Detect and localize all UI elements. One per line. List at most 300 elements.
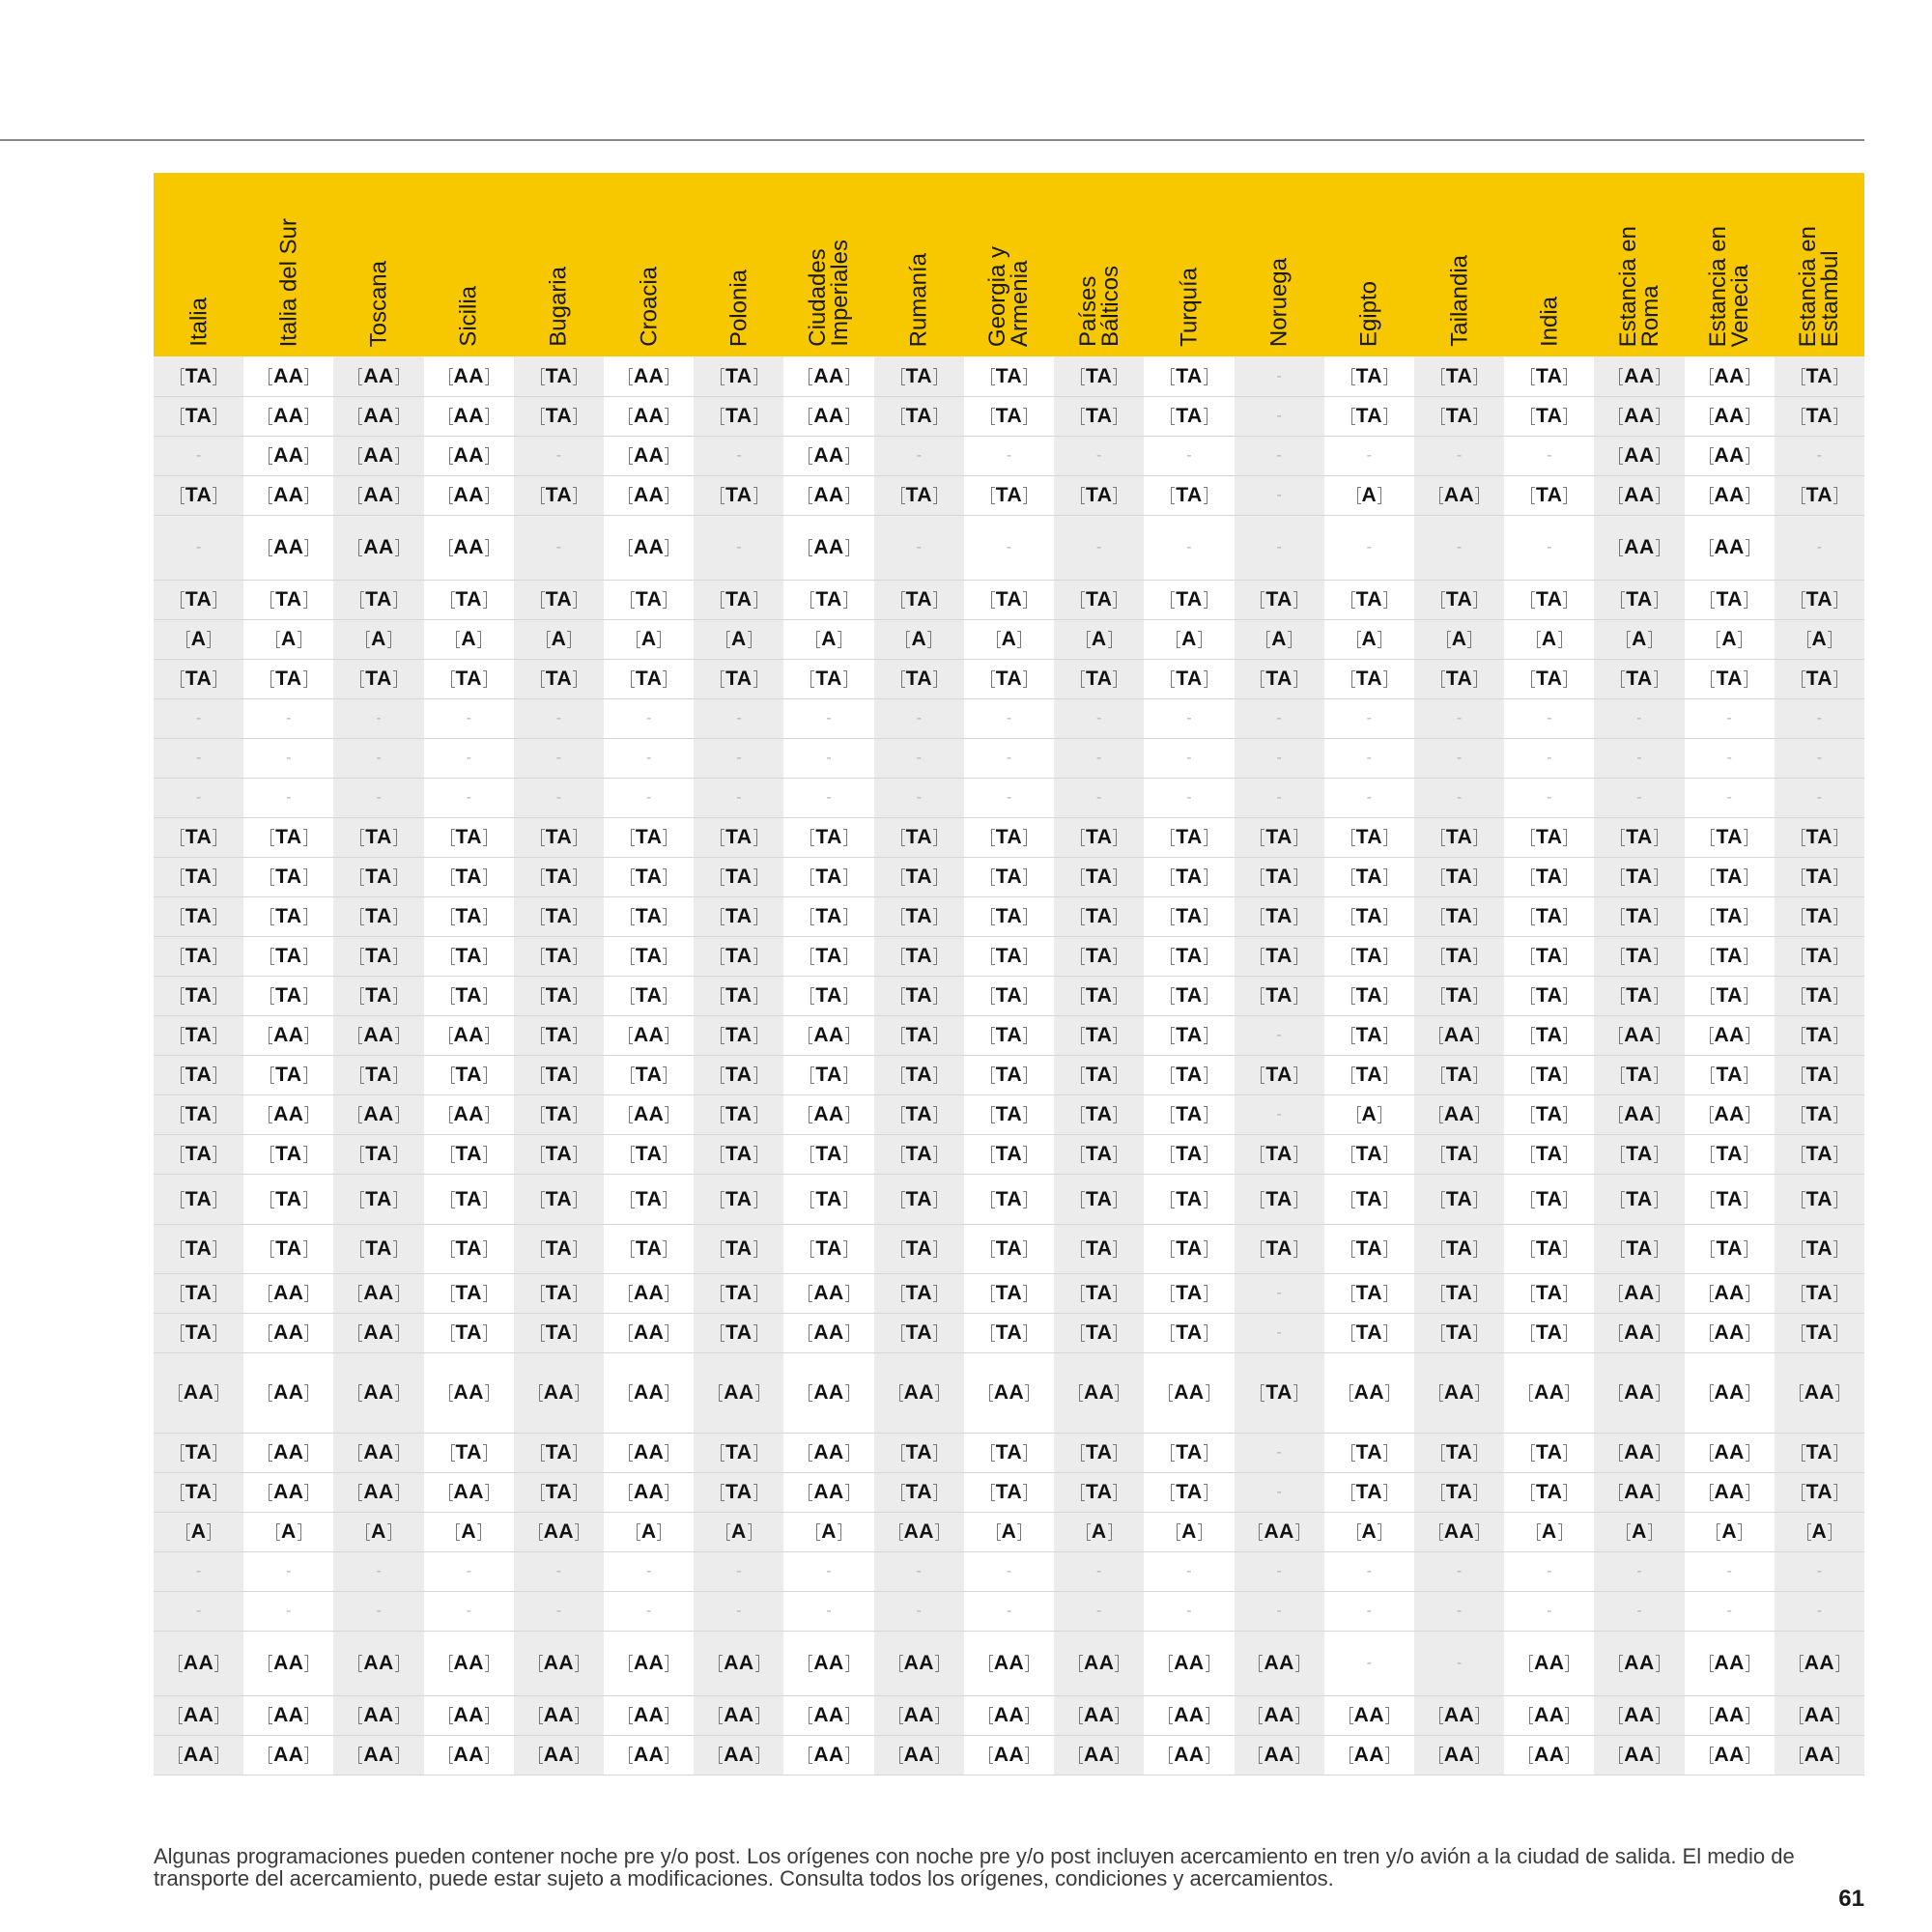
transport-code: TA — [181, 484, 216, 507]
table-cell — [1054, 476, 1144, 516]
transport-code: TA — [1802, 945, 1837, 968]
transport-code: AA — [1439, 1381, 1479, 1405]
table-cell — [964, 1434, 1054, 1473]
empty-mark: - — [1816, 789, 1823, 806]
transport-code: AA — [449, 1024, 489, 1047]
transport-code: AA — [1800, 1381, 1839, 1405]
table-cell — [1144, 858, 1234, 897]
transport-code: TA — [181, 668, 216, 691]
table-cell — [964, 699, 1054, 739]
table-cell — [1054, 1225, 1144, 1274]
table-cell — [604, 858, 694, 897]
table-cell — [874, 1175, 964, 1225]
table-cell — [514, 356, 604, 397]
table-cell — [1054, 1175, 1144, 1225]
transport-code: TA — [181, 905, 216, 928]
table-cell — [424, 699, 514, 739]
table-cell — [1235, 516, 1324, 581]
empty-mark: - — [826, 1603, 832, 1619]
table-cell — [964, 1736, 1054, 1776]
table-cell — [1144, 437, 1234, 476]
table-cell — [333, 1135, 423, 1175]
table-cell — [964, 1056, 1054, 1095]
transport-code: TA — [1711, 1143, 1747, 1166]
transport-code: TA — [1531, 405, 1567, 428]
transport-code: AA — [1439, 1744, 1479, 1767]
table-cell — [1144, 620, 1234, 660]
table-cell — [604, 437, 694, 476]
table-cell — [154, 1434, 243, 1473]
empty-mark: - — [1186, 447, 1192, 464]
table-cell — [1504, 1225, 1594, 1274]
transport-code: TA — [1621, 826, 1657, 849]
transport-code: AA — [1710, 1441, 1749, 1464]
table-cell — [243, 858, 333, 897]
table-cell — [1144, 1056, 1234, 1095]
transport-code: AA — [629, 1321, 668, 1345]
transport-code: TA — [1531, 945, 1567, 968]
table-cell — [1594, 1632, 1684, 1696]
transport-code: A — [816, 1520, 841, 1544]
table-cell — [1504, 1353, 1594, 1434]
transport-code: TA — [1531, 984, 1567, 1008]
table-cell — [874, 897, 964, 937]
table-cell — [1235, 1095, 1324, 1135]
transport-code: AA — [179, 1652, 218, 1675]
transport-code: TA — [1802, 905, 1837, 928]
transport-code: TA — [541, 1321, 577, 1345]
empty-mark: - — [1186, 710, 1192, 726]
table-cell — [1414, 437, 1504, 476]
transport-code: TA — [1171, 826, 1207, 849]
transport-code: A — [1357, 484, 1382, 507]
transport-code: TA — [1171, 365, 1207, 388]
empty-mark: - — [1636, 710, 1642, 726]
table-cell — [1144, 1552, 1234, 1592]
transport-code: TA — [901, 1064, 937, 1087]
transport-code: AA — [629, 1652, 668, 1675]
table-cell — [243, 699, 333, 739]
transport-code: A — [1537, 1520, 1562, 1544]
empty-mark: - — [1096, 539, 1102, 555]
table-cell — [424, 1434, 514, 1473]
transport-code: AA — [899, 1381, 939, 1405]
table-cell — [514, 1056, 604, 1095]
transport-code: TA — [631, 826, 667, 849]
table-cell — [154, 1314, 243, 1353]
table-cell — [1504, 1736, 1594, 1776]
transport-code: TA — [721, 1321, 756, 1345]
transport-code: A — [1807, 628, 1833, 651]
empty-mark: - — [1547, 750, 1552, 766]
table-cell — [1235, 356, 1324, 397]
empty-mark: - — [466, 1563, 471, 1579]
table-cell — [424, 1016, 514, 1056]
table-cell — [604, 1353, 694, 1434]
transport-code: TA — [721, 1441, 756, 1464]
table-cell — [964, 660, 1054, 699]
column-header-label: Bugaria — [545, 267, 572, 347]
empty-mark: - — [736, 710, 742, 726]
transport-code: A — [637, 1520, 662, 1544]
table-cell — [1235, 858, 1324, 897]
empty-mark: - — [286, 710, 292, 726]
transport-code: TA — [1351, 945, 1387, 968]
transport-code: TA — [1351, 588, 1387, 611]
transport-code: TA — [901, 1481, 937, 1504]
transport-code: TA — [1171, 1103, 1207, 1126]
transport-code: TA — [1621, 866, 1657, 889]
table-cell — [333, 858, 423, 897]
transport-code: TA — [1171, 1321, 1207, 1345]
transport-code: AA — [1169, 1652, 1208, 1675]
table-cell — [1324, 739, 1414, 779]
transport-code: TA — [451, 1064, 487, 1087]
transport-code: AA — [1169, 1744, 1208, 1767]
transport-code: TA — [360, 1143, 396, 1166]
transport-code: TA — [270, 1064, 306, 1087]
column-header — [243, 173, 333, 356]
table-cell — [964, 977, 1054, 1016]
table-cell — [154, 818, 243, 858]
table-cell — [1054, 1513, 1144, 1552]
table-cell — [1235, 1314, 1324, 1353]
transport-code: TA — [810, 1188, 846, 1211]
table-cell — [1414, 937, 1504, 977]
table-cell — [514, 1513, 604, 1552]
transport-code: AA — [1439, 484, 1479, 507]
empty-mark: - — [1096, 710, 1102, 726]
table-cell — [154, 699, 243, 739]
empty-mark: - — [1276, 408, 1282, 424]
table-cell — [1235, 1225, 1324, 1274]
transport-code: AA — [989, 1381, 1029, 1405]
transport-code: AA — [358, 444, 398, 468]
table-cell — [604, 1473, 694, 1513]
table-cell — [1685, 1434, 1775, 1473]
transport-code: TA — [1441, 1282, 1477, 1305]
table-cell — [333, 620, 423, 660]
table-cell — [1504, 818, 1594, 858]
table-cell — [154, 1274, 243, 1314]
transport-code: AA — [629, 1282, 668, 1305]
transport-code: A — [1357, 1520, 1382, 1544]
table-cell — [1685, 620, 1775, 660]
table-cell — [1144, 660, 1234, 699]
table-cell — [964, 476, 1054, 516]
table-cell — [154, 660, 243, 699]
table-cell — [694, 1135, 783, 1175]
transport-code: AA — [1439, 1103, 1479, 1126]
table-cell — [243, 1592, 333, 1632]
transport-code: AA — [269, 1282, 308, 1305]
table-cell — [1324, 937, 1414, 977]
table-cell — [243, 516, 333, 581]
transport-code: TA — [901, 668, 937, 691]
table-cell — [1685, 1736, 1775, 1776]
transport-code: TA — [1802, 1143, 1837, 1166]
transport-code: TA — [901, 945, 937, 968]
empty-mark: - — [195, 447, 202, 464]
empty-mark: - — [1366, 1603, 1372, 1619]
table-cell — [694, 1434, 783, 1473]
empty-mark: - — [1276, 487, 1282, 503]
transport-code: TA — [1531, 1282, 1567, 1305]
table-cell — [243, 1095, 333, 1135]
transport-code: TA — [1441, 1188, 1477, 1211]
table-cell — [1594, 739, 1684, 779]
transport-code: TA — [991, 905, 1027, 928]
empty-mark: - — [1006, 539, 1012, 555]
transport-code: A — [1177, 628, 1202, 651]
transport-code: TA — [1711, 1064, 1747, 1087]
transport-code: TA — [721, 365, 756, 388]
transport-code: TA — [901, 1188, 937, 1211]
transport-code: TA — [1081, 1188, 1117, 1211]
transport-code: TA — [1441, 668, 1477, 691]
table-cell — [964, 1592, 1054, 1632]
transport-code: AA — [269, 1652, 308, 1675]
table-cell — [604, 1135, 694, 1175]
table-cell — [1054, 397, 1144, 437]
transport-code: AA — [809, 365, 848, 388]
table-cell — [783, 660, 873, 699]
table-cell — [154, 858, 243, 897]
table-cell — [154, 977, 243, 1016]
column-header — [1054, 173, 1144, 356]
transport-code: TA — [901, 1282, 937, 1305]
empty-mark: - — [195, 789, 202, 806]
transport-code: AA — [899, 1704, 939, 1727]
transport-code: TA — [1351, 1237, 1387, 1261]
transport-code: A — [1537, 628, 1562, 651]
table-cell — [604, 1736, 694, 1776]
table-cell — [333, 1736, 423, 1776]
column-header — [1235, 173, 1324, 356]
transport-code: TA — [1081, 405, 1117, 428]
transport-code: TA — [991, 484, 1027, 507]
table-cell — [1324, 1225, 1414, 1274]
table-cell — [514, 1552, 604, 1592]
table-cell — [424, 437, 514, 476]
table-cell — [964, 818, 1054, 858]
table-cell — [1685, 1095, 1775, 1135]
table-cell — [424, 1274, 514, 1314]
column-header — [964, 173, 1054, 356]
table-cell — [1235, 977, 1324, 1016]
table-cell — [1324, 516, 1414, 581]
empty-mark: - — [195, 1563, 202, 1579]
table-cell — [964, 1314, 1054, 1353]
empty-mark: - — [1726, 789, 1732, 806]
transport-code: TA — [360, 905, 396, 928]
table-cell — [243, 660, 333, 699]
transport-code: AA — [1710, 1282, 1749, 1305]
table-cell — [1054, 897, 1144, 937]
transport-code: A — [366, 1520, 391, 1544]
transport-code: TA — [1081, 588, 1117, 611]
transport-code: AA — [1439, 1520, 1479, 1544]
transport-code: A — [186, 1520, 212, 1544]
transport-code: AA — [1619, 1652, 1659, 1675]
table-cell — [1414, 858, 1504, 897]
table-cell — [243, 1314, 333, 1353]
transport-code: TA — [1081, 1064, 1117, 1087]
table-cell — [1235, 660, 1324, 699]
transport-code: TA — [901, 1321, 937, 1345]
table-cell — [604, 1592, 694, 1632]
transport-code: TA — [181, 984, 216, 1008]
transport-code: AA — [358, 1103, 398, 1126]
table-cell — [964, 779, 1054, 818]
table-cell — [1235, 437, 1324, 476]
table-cell — [1054, 1056, 1144, 1095]
transport-code: TA — [1351, 826, 1387, 849]
empty-mark: - — [1006, 789, 1012, 806]
transport-code: TA — [181, 405, 216, 428]
transport-code: TA — [1261, 1064, 1296, 1087]
transport-code: TA — [1171, 1441, 1207, 1464]
table-cell — [604, 1056, 694, 1095]
table-cell — [1054, 1314, 1144, 1353]
table-cell — [1414, 1513, 1504, 1552]
table-cell — [333, 437, 423, 476]
table-cell — [783, 1552, 873, 1592]
table-cell — [1685, 1592, 1775, 1632]
transport-code: TA — [1261, 1188, 1296, 1211]
table-cell — [1775, 818, 1864, 858]
column-header — [1685, 173, 1775, 356]
table-cell — [783, 1736, 873, 1776]
transport-code: A — [1807, 1520, 1833, 1544]
table-cell — [1775, 1135, 1864, 1175]
table-cell — [874, 581, 964, 620]
table-cell — [243, 1175, 333, 1225]
empty-mark: - — [1186, 750, 1192, 766]
empty-mark: - — [916, 710, 922, 726]
page-number: 61 — [1838, 1886, 1864, 1912]
transport-code: AA — [1710, 484, 1749, 507]
empty-mark: - — [555, 539, 562, 555]
transport-code: AA — [899, 1652, 939, 1675]
column-header-label: Egipto — [1355, 280, 1382, 347]
transport-code: TA — [1441, 1481, 1477, 1504]
table-cell — [1235, 1016, 1324, 1056]
transport-code: TA — [541, 1103, 577, 1126]
empty-mark: - — [1547, 1563, 1552, 1579]
transport-code: TA — [1261, 905, 1296, 928]
transport-code: AA — [358, 536, 398, 559]
transport-code: TA — [270, 984, 306, 1008]
table-cell — [783, 779, 873, 818]
transport-code: TA — [1531, 1321, 1567, 1345]
table-cell — [1054, 977, 1144, 1016]
empty-mark: - — [1186, 1563, 1192, 1579]
empty-mark: - — [1006, 1603, 1012, 1619]
table-cell — [1504, 516, 1594, 581]
table-cell — [694, 1314, 783, 1353]
table-cell — [333, 1473, 423, 1513]
table-cell — [333, 660, 423, 699]
table-cell — [1054, 779, 1144, 818]
empty-mark: - — [1186, 1603, 1192, 1619]
table-cell — [333, 1175, 423, 1225]
table-cell — [514, 858, 604, 897]
table-cell — [874, 1473, 964, 1513]
table-cell — [1775, 977, 1864, 1016]
transport-code: TA — [1351, 365, 1387, 388]
table-cell — [1775, 1592, 1864, 1632]
table-cell — [424, 1592, 514, 1632]
transport-code: TA — [721, 1064, 756, 1087]
empty-mark: - — [1816, 750, 1823, 766]
table-cell — [874, 818, 964, 858]
table-cell — [1414, 356, 1504, 397]
table-cell — [874, 1696, 964, 1736]
transport-code: TA — [1711, 945, 1747, 968]
column-header — [1594, 173, 1684, 356]
table-cell — [1414, 1552, 1504, 1592]
table-cell — [1054, 1696, 1144, 1736]
transport-code: AA — [269, 1024, 308, 1047]
table-cell — [604, 476, 694, 516]
empty-mark: - — [916, 1603, 922, 1619]
table-cell — [874, 1632, 964, 1696]
transport-code: TA — [1081, 945, 1117, 968]
transport-code: TA — [901, 905, 937, 928]
transport-code: TA — [991, 1481, 1027, 1504]
transport-code: TA — [1351, 405, 1387, 428]
table-cell — [514, 516, 604, 581]
table-cell — [424, 1056, 514, 1095]
table-cell — [874, 1552, 964, 1592]
transport-code: TA — [991, 1143, 1027, 1166]
transport-code: AA — [1710, 1321, 1749, 1345]
table-cell — [783, 1274, 873, 1314]
table-cell — [333, 581, 423, 620]
transport-code: TA — [631, 945, 667, 968]
table-cell — [1235, 1736, 1324, 1776]
transport-code: TA — [721, 668, 756, 691]
table-cell — [424, 1314, 514, 1353]
transport-code: TA — [1441, 945, 1477, 968]
transport-code: TA — [810, 1143, 846, 1166]
table-cell — [874, 1095, 964, 1135]
transport-code: AA — [629, 1103, 668, 1126]
table-cell — [874, 516, 964, 581]
table-cell — [783, 1095, 873, 1135]
table-cell — [514, 1592, 604, 1632]
table-cell — [874, 356, 964, 397]
transport-code: AA — [629, 444, 668, 468]
transport-code: TA — [991, 1103, 1027, 1126]
table-cell — [1775, 1632, 1864, 1696]
table-cell — [514, 1473, 604, 1513]
table-cell — [1054, 1016, 1144, 1056]
table-cell — [1775, 1274, 1864, 1314]
table-cell — [604, 1095, 694, 1135]
transport-code: TA — [1531, 1064, 1567, 1087]
empty-mark: - — [555, 1563, 562, 1579]
empty-mark: - — [736, 750, 742, 766]
transport-code: TA — [1711, 1188, 1747, 1211]
transport-code: TA — [631, 1188, 667, 1211]
empty-mark: - — [1456, 710, 1463, 726]
table-cell — [333, 1225, 423, 1274]
table-cell — [874, 1016, 964, 1056]
transport-code: TA — [1711, 826, 1747, 849]
empty-mark: - — [1366, 750, 1372, 766]
